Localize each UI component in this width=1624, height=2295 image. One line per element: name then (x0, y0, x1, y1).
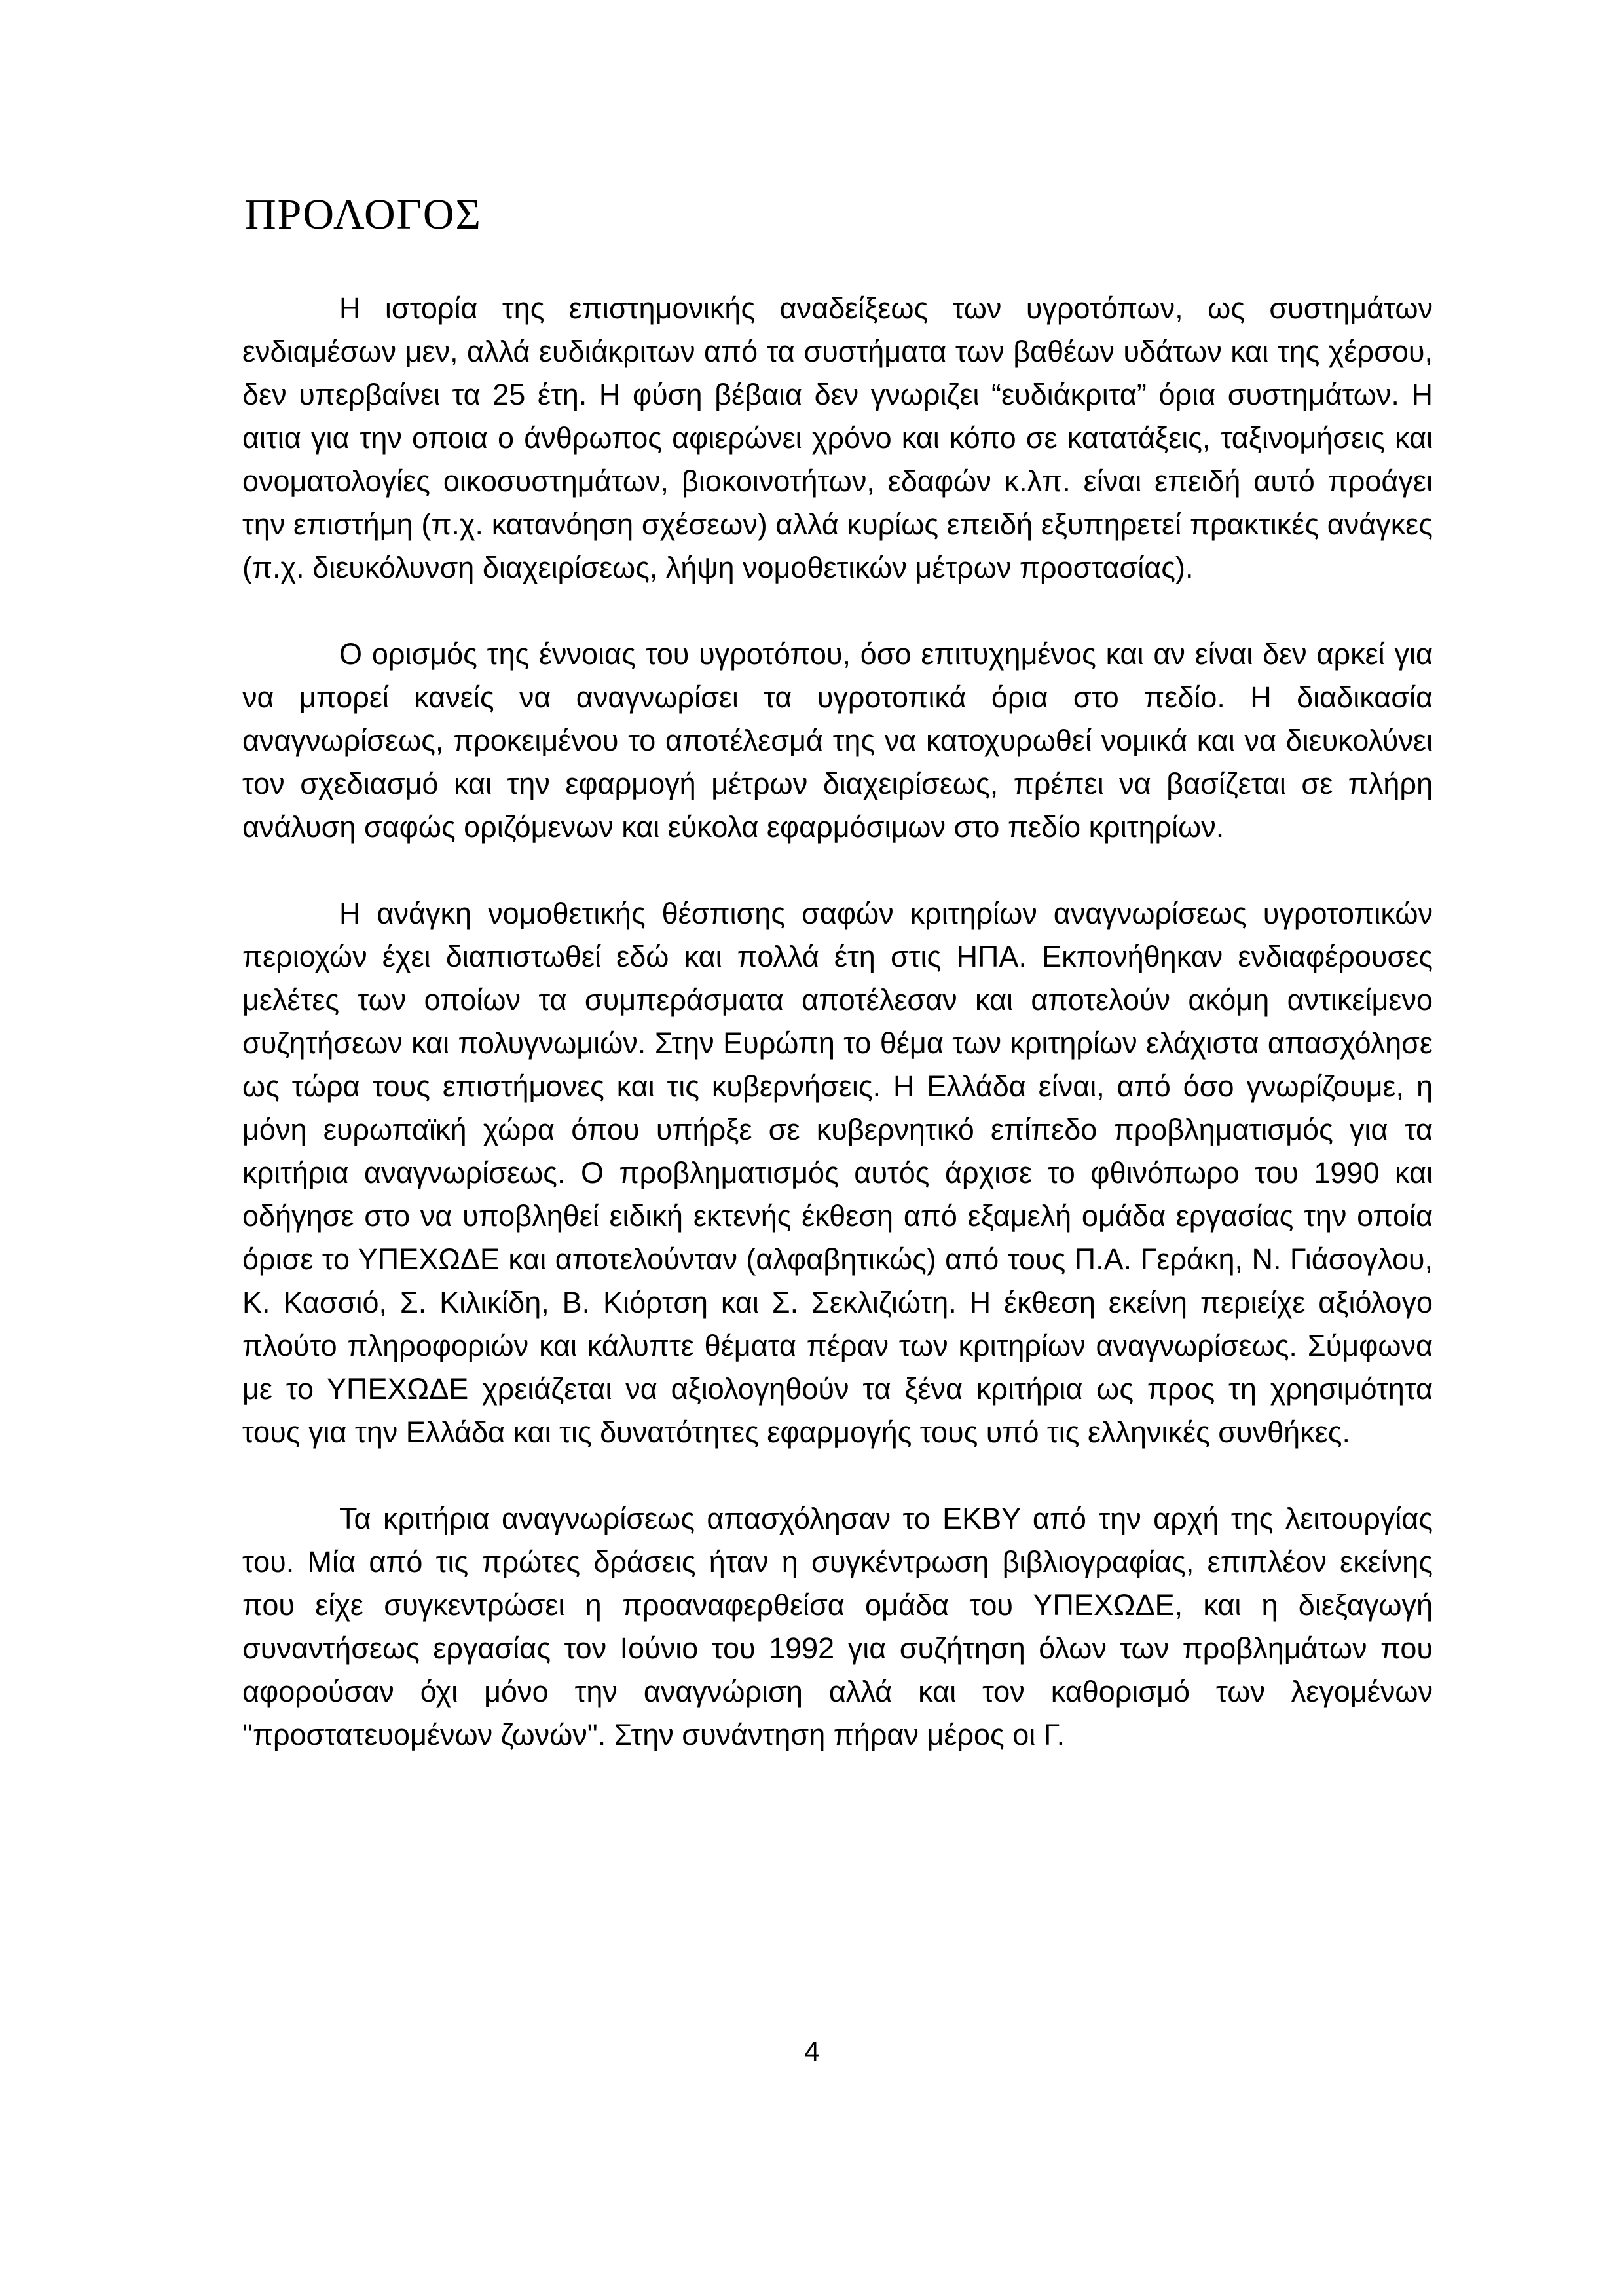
paragraph-3: Η ανάγκη νομοθετικής θέσπισης σαφών κριτηρίων αναγνωρίσεως υγροτοπικών περιοχών έχει διαπιστωθεί εδώ και πολλά έτη στις ΗΠΑ. Εκπονήθηκαν ενδιαφέρουσες μελέτες των οποίων τα συμπεράσματα αποτέλεσαν και αποτελούν ακόμη αντικείμενο συζητήσεων και πολυγνωμιών. Στην Ευρώπη το θέμα των κριτηρίων ελάχιστα απασχόλησε ως τώρα τους επιστήμονες και τις κυβερνήσεις. Η Ελλάδα είναι, από όσο γνωρίζουμε, η μόνη ευρωπαϊκή χώρα όπου υπήρξε σε κυβερνητικό επίπεδο προβληματισμός για τα κριτήρια αναγνωρίσεως. Ο προβληματισμός αυτός άρχισε το φθινόπωρο του 1990 και οδήγησε στο να υποβληθεί ειδική εκτενής έκθεση από εξαμελή ομάδα εργασίας την οποία όρισε το ΥΠΕΧΩΔΕ και αποτελούνταν (αλφαβητικώς) από τους Π.Α. Γεράκη, Ν. Γιάσογλου, Κ. Κασσιό, Σ. Κιλικίδη, Β. Κιόρτση και Σ. Σεκλιζιώτη. Η έκθεση εκείνη περιείχε αξιόλογο πλούτο πληροφοριών και κάλυπτε θέματα πέραν των κριτηρίων αναγνωρίσεως. Σύμφωνα με το ΥΠΕΧΩΔΕ χρειάζεται να αξιολογηθούν τα ξένα κριτήρια ως προς τη χρησιμότητα τους για την Ελλάδα και τις δυνατότητες εφαρμογής τους υπό τις ελληνικές συνθήκες. (242, 897, 1433, 1449)
document-body (242, 287, 1433, 1757)
paragraph-2: Ο ορισμός της έννοιας του υγροτόπου, όσο επιτυχημένος και αν είναι δεν αρκεί για να μπορεί κανείς να αναγνωρίσει τα υγροτοπικά όρια στο πεδίο. Η διαδικασία αναγνωρίσεως, προκειμένου το αποτέλεσμά της να κατοχυρωθεί νομικά και να διευκολύνει τον σχεδιασμό και την εφαρμογή μέτρων διαχειρίσεως, πρέπει να βασίζεται σε πλήρη ανάλυση σαφώς οριζόμενων και εύκολα εφαρμόσιμων στο πεδίο κριτηρίων. (242, 637, 1433, 844)
paragraph-1: Η ιστορία της επιστημονικής αναδείξεως των υγροτόπων, ως συστημάτων ενδιαμέσων μεν, αλλά ευδιάκριτων από τα συστήματα των βαθέων υδάτων και της χέρσου, δεν υπερβαίνει τα 25 έτη. Η φύση βέβαια δεν γνωριζει “ευδιάκριτα” όρια συστημάτων. Η αιτια για την οποια ο άνθρωπος αφιερώνει χρόνο και κόπο σε κατατάξεις, ταξινομήσεις και ονοματολογίες οικοσυστημάτων, βιοκοινοτήτων, εδαφών κ.λπ. είναι επειδή αυτό προάγει την επιστήμη (π.χ. κατανόηση σχέσεων) αλλά κυρίως επειδή εξυπηρετεί πρακτικές ανάγκες (π.χ. διευκόλυνση διαχειρίσεως, λήψη νομοθετικών μέτρων προστασίας). (242, 291, 1433, 584)
paragraph-4: Τα κριτήρια αναγνωρίσεως απασχόλησαν το ΕΚΒΥ από την αρχή της λειτουργίας του. Μία από τις πρώτες δράσεις ήταν η συγκέντρωση βιβλιογραφίας, επιπλέον εκείνης που είχε συγκεντρώσει η προαναφερθείσα ομάδα του ΥΠΕΧΩΔΕ, και η διεξαγωγή συναντήσεως εργασίας τον Ιούνιο του 1992 για συζήτηση όλων των προβλημάτων που αφορούσαν όχι μόνο την αναγνώριση αλλά και τον καθορισμό των λεγομένων "προστατευομένων ζωνών". Στην συνάντηση πήραν μέρος οι Γ. (242, 1502, 1433, 1751)
page-number: 4 (804, 2036, 820, 2066)
document-title: ΠΡΟΛΟΓΟΣ (245, 191, 482, 238)
